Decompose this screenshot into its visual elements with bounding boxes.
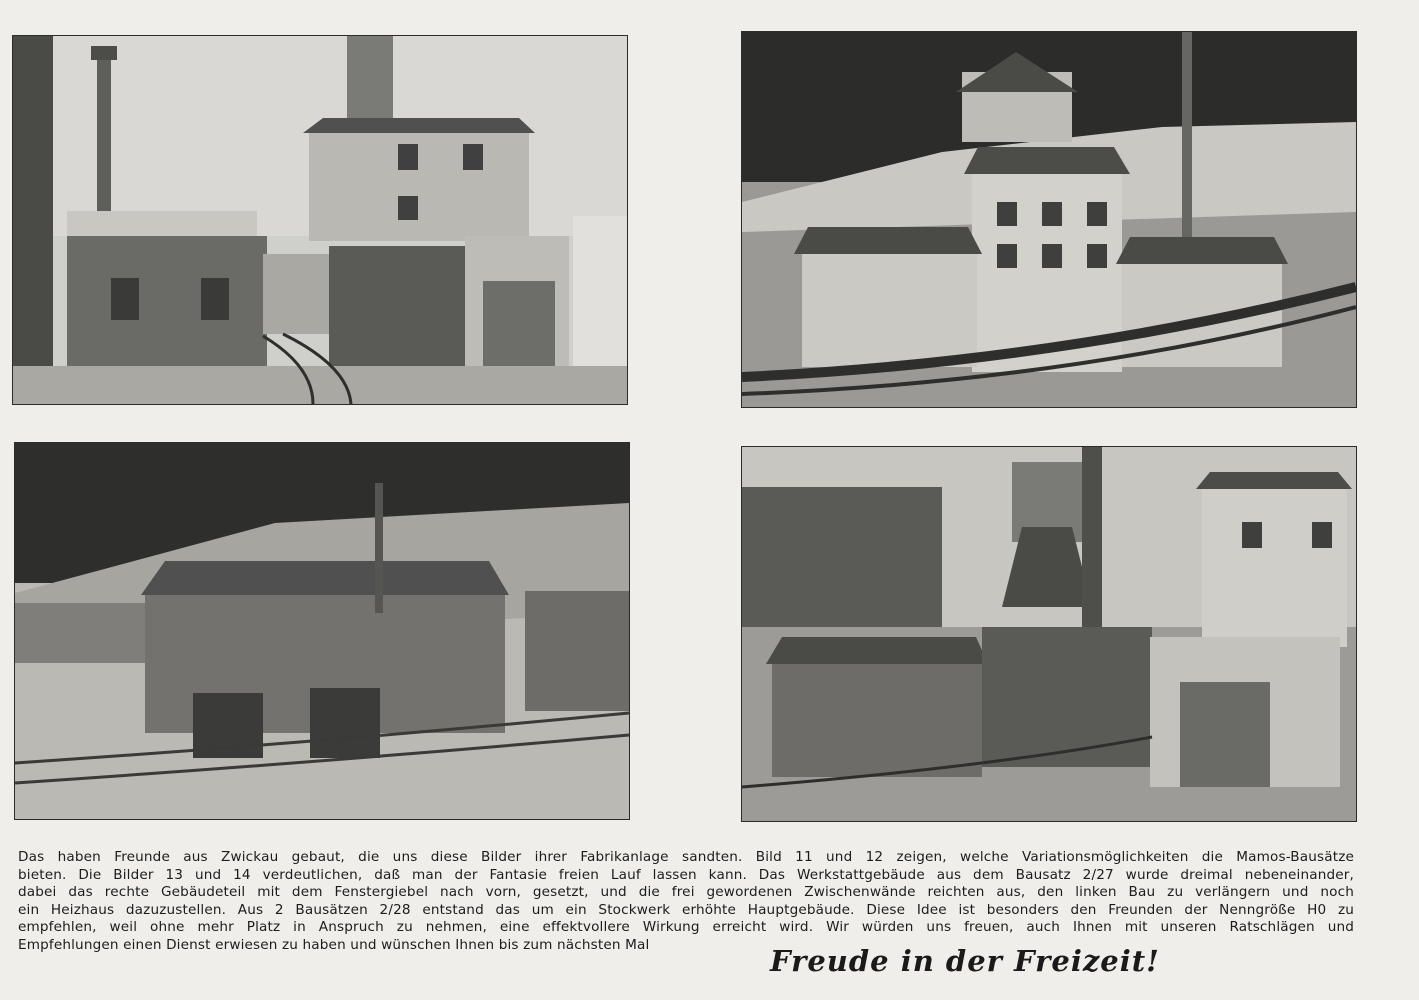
motto-heading: Freude in der Freizeit! (770, 944, 1160, 978)
photo-engine-shed-water-tower (741, 446, 1357, 822)
caption-line: empfehlen, weil ohne mehr Platz in Anspruch zu nehmen, eine effektvollere Wirkung erreicht wird. Wir würden uns freuen, auch Ihnen mit unseren Ratschlägen und (18, 919, 1354, 936)
workshop-photo-image (742, 32, 1356, 407)
factory-photo-image (13, 36, 627, 404)
photo-factory-with-tracks (12, 35, 628, 405)
caption-line: Das haben Freunde aus Zwickau gebaut, die uns diese Bilder ihrer Fabrikanlage sandten. Bild 11 und 12 zeigen, welche Variationsmöglichkeiten die Mamos-Bausätze (18, 849, 1354, 865)
caption-line: bieten. Die Bilder 13 und 14 verdeutlichen, daß man der Fantasie freien Lauf lassen kann. Das Werkstattgebäude aus dem Bausatz 2/27 wurde dreimal nebeneinander, (18, 866, 1354, 883)
water-tower-photo-image (742, 447, 1356, 821)
caption-line: ein Heizhaus dazuzustellen. Aus 2 Bausätzen 2/28 entstand das um ein Stockwerk erhöhte Hauptgebäude. Diese Idee ist besonders den Freunden der Nenngröße H0 zu (18, 901, 1354, 918)
photo-engine-shed-row (14, 442, 630, 820)
engine-shed-photo-image (15, 443, 629, 819)
caption-line: dabei das rechte Gebäudeteil mit dem Fenstergiebel nach vorn, gesetzt, und die frei gewordenen Zwischenwände reichten aus, den linken Bau zu verlängern und noch (18, 884, 1354, 901)
photo-workshop-building (741, 31, 1357, 408)
caption-paragraph (18, 849, 1354, 955)
caption-line: Empfehlungen einen Dienst erwiesen zu haben und wünschen Ihnen bis zum nächsten Mal (18, 936, 650, 953)
